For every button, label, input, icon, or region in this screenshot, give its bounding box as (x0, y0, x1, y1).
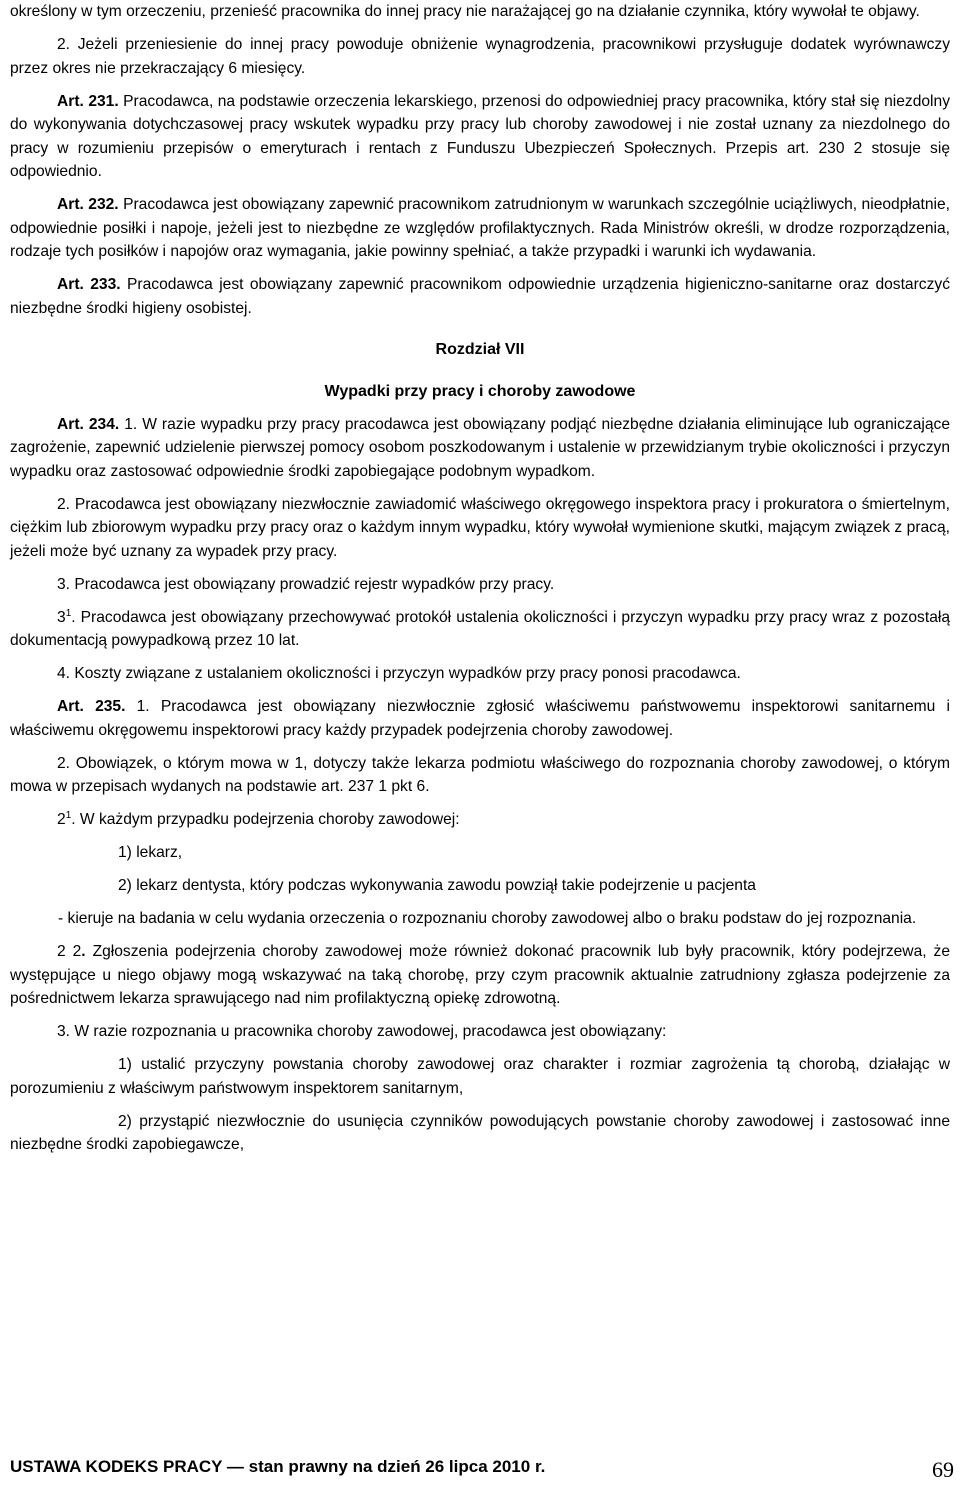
chapter-number (10, 338, 950, 362)
paragraph-text: . Pracodawca jest obowiązany przechowywać protokół ustalenia okoliczności i przyczyn wypadku przy pracy wraz z pozostałą dokumentacją powypadkową przez 10 lat. (10, 608, 950, 649)
paragraph-text: 2) lekarz dentysta, który podczas wykonywania zawodu powziął takie podejrzenie u pacjenta (118, 877, 756, 894)
paragraph-art-235-1 (10, 695, 950, 742)
article-label: Art. 233. (57, 276, 121, 293)
paragraph-text: . W każdym przypadku podejrzenia choroby zawodowej: (71, 811, 460, 828)
paragraph-art-230-2 (10, 33, 950, 80)
paragraph-text: 2 (57, 811, 66, 828)
paragraph-text: 2. Obowiązek, o którym mowa w 1, dotyczy także lekarza podmiotu właściwego do rozpoznania choroby zawodowej, o którym mowa w przepisach wydanych na podstawie art. 237 1 pkt 6. (10, 754, 950, 795)
paragraph-art-234-2 (10, 493, 950, 564)
footer-title: USTAWA KODEKS PRACY — stan prawny na dzień 26 lipca 2010 r. (10, 1457, 546, 1476)
paragraph-art-233 (10, 273, 950, 320)
paragraph-art-231 (10, 90, 950, 184)
list-item-2 (118, 874, 950, 898)
article-label: Art. 235. (57, 698, 126, 715)
page-number: 69 (932, 1457, 954, 1482)
paragraph-text: 2. Pracodawca jest obowiązany niezwłocznie zawiadomić właściwego okręgowego inspektora pracy i prokuratora o śmiertelnym, ciężkim lub zbiorowym wypadku przy pracy oraz o każdym innym wypadku, który wywołał wymienione skutki, mającym związek z pracą, jeżeli może być uznany za wypadek przy pracy. (10, 495, 950, 560)
paragraph-text: Rozdział VII (435, 341, 525, 358)
paragraph-text: 1. Pracodawca jest obowiązany niezwłocznie zgłosić właściwemu państwowemu inspektorowi sanitarnemu i właściwemu okręgowemu inspektorowi pracy każdy przypadek podejrzenia choroby zawodowej. (10, 698, 950, 739)
paragraph-text: 1) lekarz, (118, 844, 183, 861)
article-label: Art. 231. (57, 92, 119, 110)
list-item-2-przystapic (10, 1110, 950, 1157)
article-label: Art. 234. (57, 415, 120, 433)
paragraph-art-234-3 (10, 573, 950, 597)
paragraph-text: 3 (57, 608, 66, 626)
paragraph-text: Pracodawca jest obowiązany zapewnić pracownikom zatrudnionym w warunkach szczególnie uciążliwych, nieodpłatnie, odpowiednie posiłki i napoje, jeżeli jest to niezbędne ze względów profilaktycznych. Rada Ministrów określi, w drodze rozporządzenia, rodzaje tych posiłków i napojów oraz wymagania, jakie powinny spełniać, a także przypadki i warunki ich wydawania. (10, 196, 950, 260)
paragraph-text: 2 2 (57, 943, 82, 960)
superscript: 1 (65, 607, 72, 619)
paragraph-text: 2. Jeżeli przeniesienie do innej pracy powoduje obniżenie wynagrodzenia, pracownikowi przysługuje dodatek wyrównawczy przez okres nie przekraczający 6 miesięcy. (10, 36, 950, 77)
paragraph-art-235-2-2 (10, 940, 950, 1011)
paragraph-art-234-3-1 (10, 606, 950, 653)
paragraph-art-235-2-1 (10, 808, 950, 832)
paragraph-art-235-3 (10, 1020, 950, 1044)
paragraph-text: 3. W razie rozpoznania u pracownika choroby zawodowej, pracodawca jest obowiązany: (57, 1023, 667, 1040)
paragraph-text: 4. Koszty związane z ustalaniem okoliczności i przyczyn wypadków przy pracy ponosi pracodawca. (57, 665, 741, 682)
paragraph-art-234-1 (10, 413, 950, 484)
chapter-title (10, 380, 950, 404)
paragraph-text: określony w tym orzeczeniu, przenieść pracownika do innej pracy nie narażającej go na działanie czynnika, który wywołał te objawy. (10, 3, 920, 20)
paragraph-art-235-2 (10, 752, 950, 799)
article-label: . (81, 943, 86, 960)
list-item-1-ustalic (10, 1053, 950, 1100)
paragraph-text: - kieruje na badania w celu wydania orzeczenia o rozpoznaniu choroby zawodowej albo o braku podstaw do jej rozpoznania. (58, 910, 917, 927)
paragraph-text: Zgłoszenia podejrzenia choroby zawodowej może również dokonać pracownik lub były pracownik, który podejrzewa, że występujące u niego objawy mogą wskazywać na taką chorobę, przy czym pracownik aktualnie zatrudniony zgłasza podejrzenie za pośrednictwem lekarza sprawującego nad nim profilaktyczną opiekę zdrowotną. (10, 943, 950, 1007)
paragraph-text: Pracodawca jest obowiązany zapewnić pracownikom odpowiednie urządzenia higieniczno-sanitarne oraz dostarczyć niezbędne środki higieny osobistej. (10, 276, 950, 317)
paragraph-art-234-4 (10, 662, 950, 686)
document-body (10, 0, 950, 1157)
paragraph-text: 2) przystąpić niezwłocznie do usunięcia czynników powodujących powstanie choroby zawodowej i zastosować inne niezbędne środki zapobiegawcze, (10, 1112, 950, 1153)
paragraph-text: 3. Pracodawca jest obowiązany prowadzić rejestr wypadków przy pracy. (57, 575, 555, 593)
paragraph-dash-clause (10, 907, 950, 931)
paragraph-text: 1) ustalić przyczyny powstania choroby zawodowej oraz charakter i rozmiar zagrożenia tą chorobą, działając w porozumieniu z właściwym państwowym inspektorem sanitarnym, (10, 1056, 950, 1097)
list-item-1 (118, 841, 950, 865)
paragraph-text: Wypadki przy pracy i choroby zawodowe (324, 382, 636, 400)
superscript: 1 (65, 809, 72, 821)
page-footer (10, 1457, 960, 1487)
paragraph-art-232 (10, 193, 950, 264)
paragraph-text: Pracodawca, na podstawie orzeczenia lekarskiego, przenosi do odpowiedniej pracy pracownika, który stał się niezdolny do wykonywania dotychczasowej pracy wskutek wypadku przy pracy lub choroby zawodowej i nie został uznany za niezdolnego do pracy w rozumieniu przepisów o emeryturach i rentach z Funduszu Ubezpieczeń Społecznych. Przepis art. 230 2 stosuje się odpowiednio. (10, 92, 950, 180)
paragraph-text: 1. W razie wypadku przy pracy pracodawca jest obowiązany podjąć niezbędne działania eliminujące lub ograniczające zagrożenie, zapewnić udzielenie pierwszej pomocy osobom poszkodowanym i ustalenie w przewidzianym trybie okoliczności i przyczyn wypadku oraz zastosować odpowiednie środki zapobiegające podobnym wypadkom. (10, 415, 950, 480)
paragraph-continuation (10, 0, 950, 24)
article-label: Art. 232. (57, 196, 119, 213)
